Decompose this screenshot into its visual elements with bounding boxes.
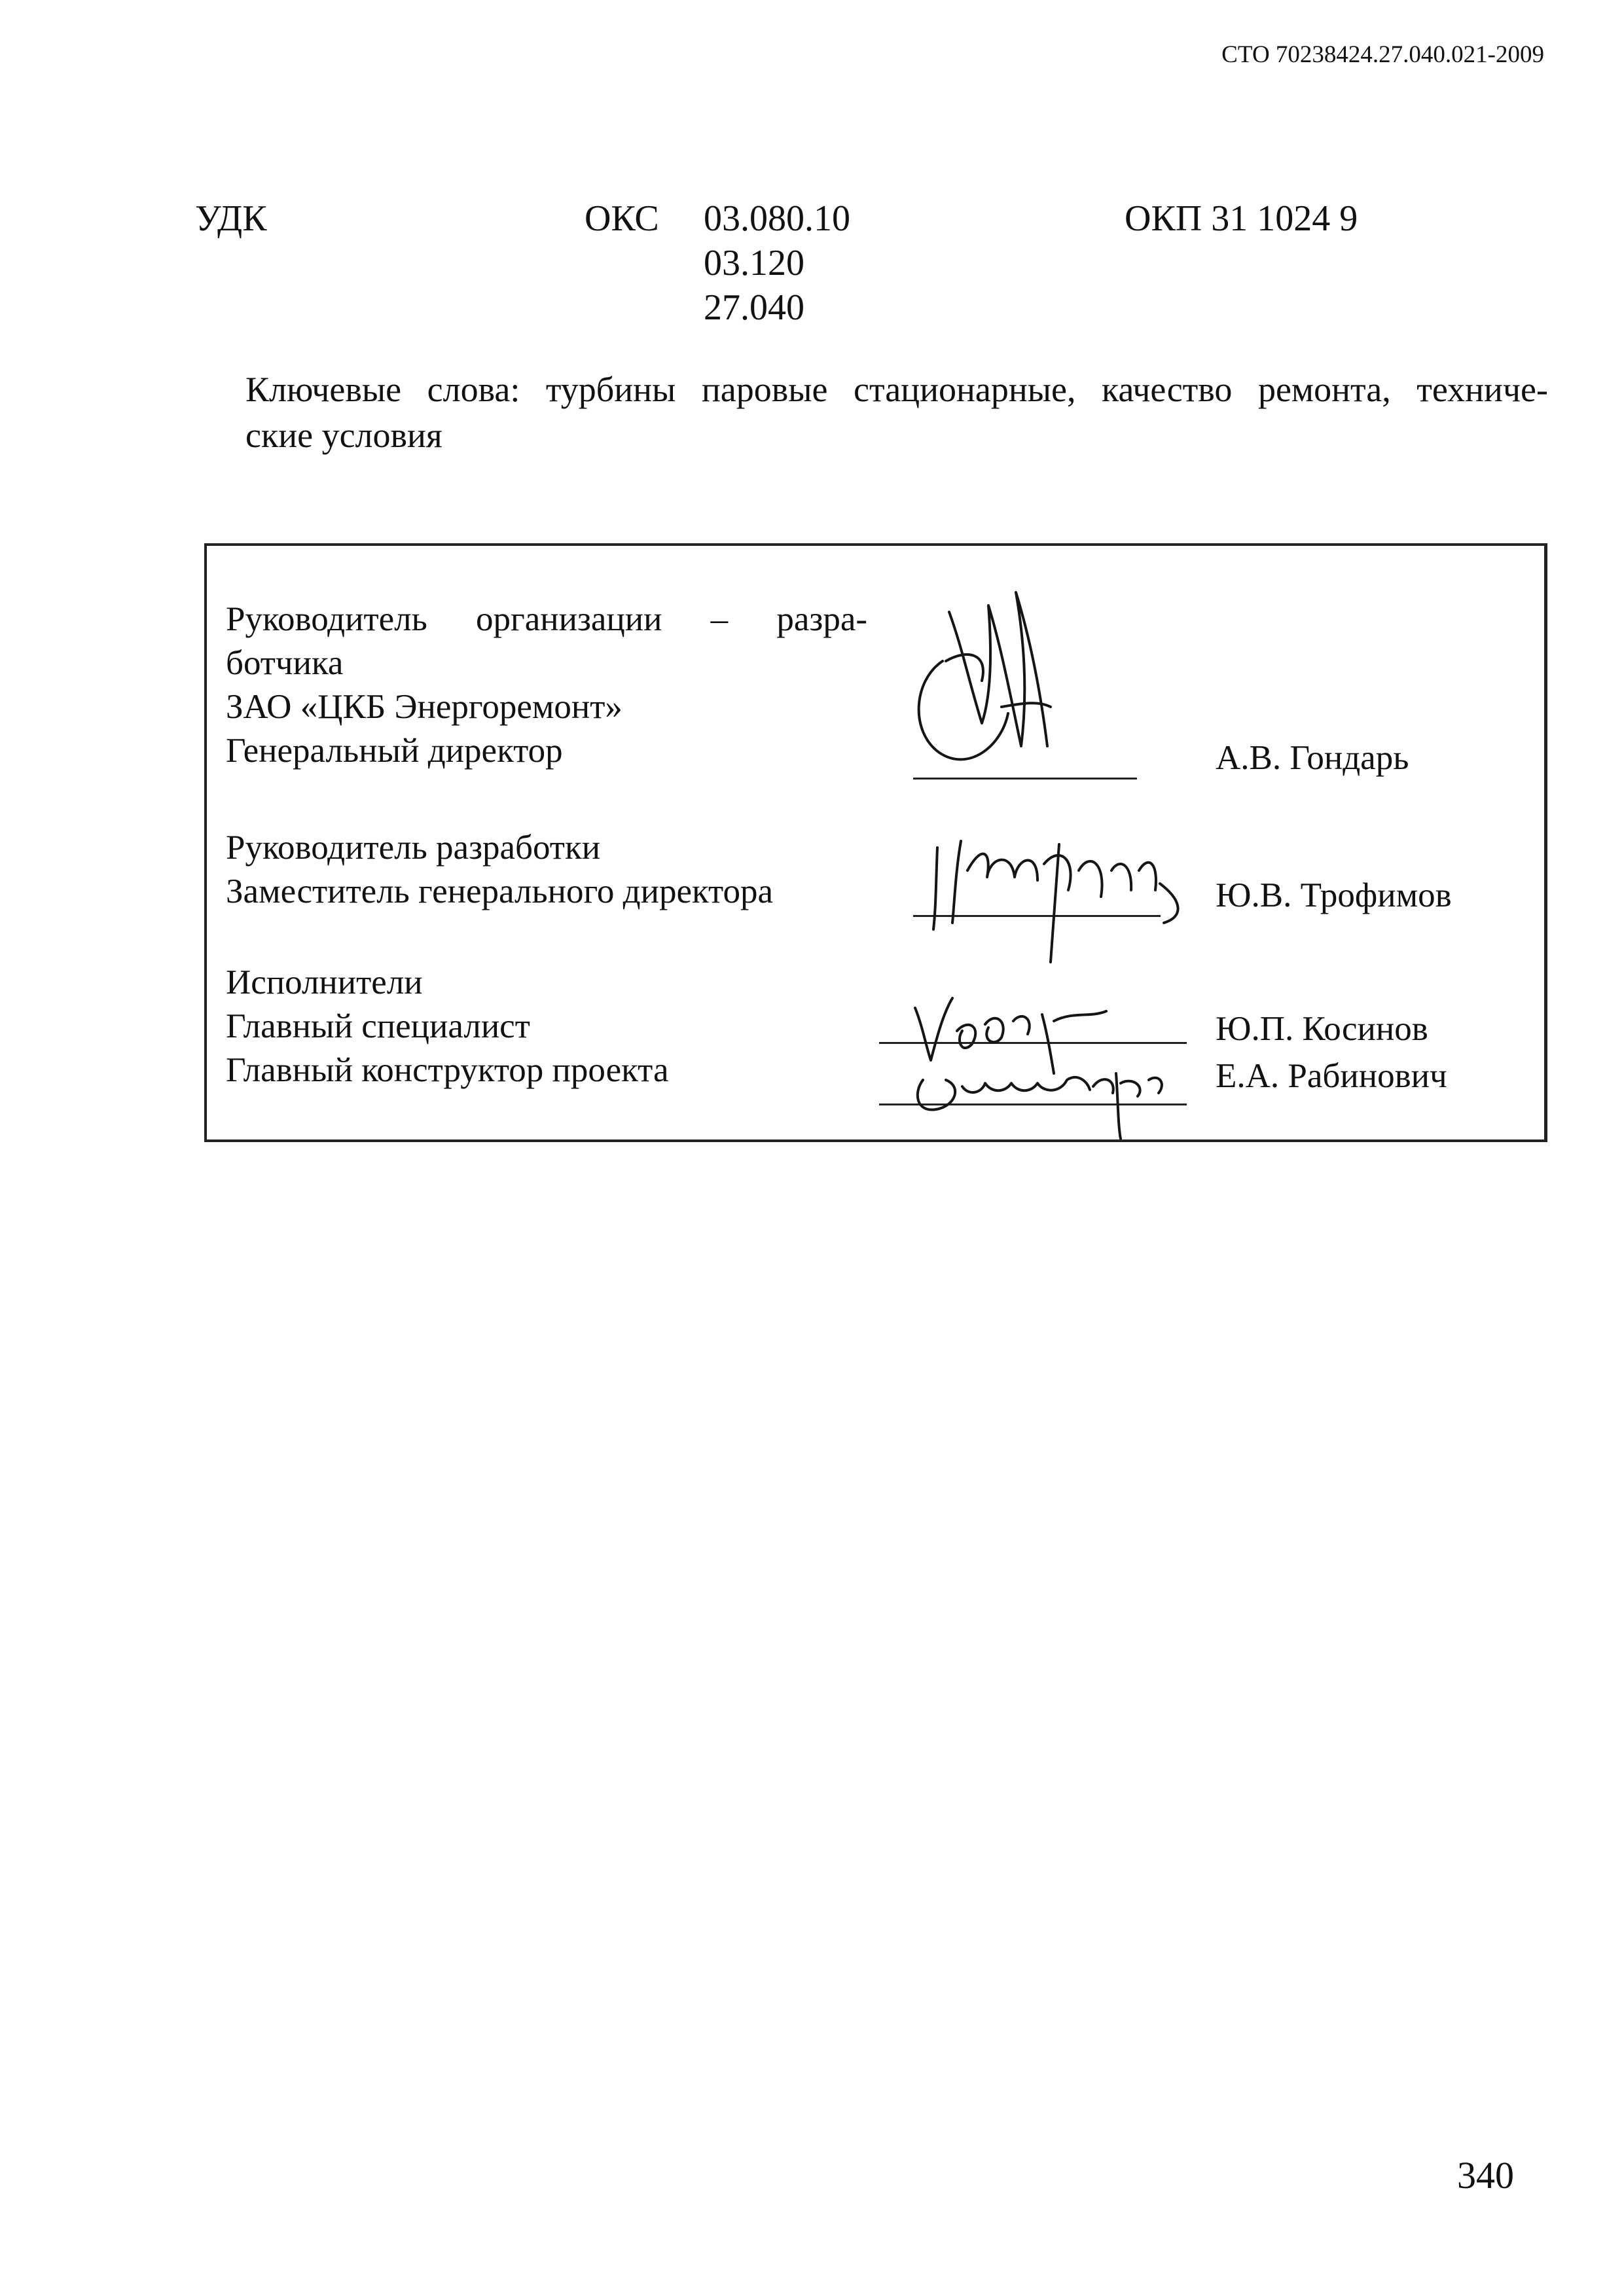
keywords-line-2: ские условия [245, 416, 442, 455]
role-line: Главный конструктор проекта [226, 1051, 669, 1089]
signer-name: А.В. Гондарь [1216, 739, 1409, 777]
executors-label: Исполнители [226, 963, 423, 1001]
signature-rabinovich [918, 1073, 1162, 1139]
signature-trofimov [933, 841, 1178, 962]
oks-code-2: 03.120 [704, 243, 804, 283]
keywords-line-1: Ключевые слова: турбины паровые стационарные, качество ремонта, техниче- [245, 370, 1548, 409]
oks-code-3: 27.040 [704, 287, 804, 328]
signer-name: Е.А. Рабинович [1216, 1057, 1447, 1095]
signer-name: Ю.П. Косинов [1216, 1010, 1428, 1048]
signature-gondar [919, 592, 1051, 759]
organization-name: ЗАО «ЦКБ Энергоремонт» [226, 688, 623, 726]
udk-label: УДК [195, 198, 267, 239]
oks-code-1: 03.080.10 [704, 198, 850, 239]
role-line: ботчика [226, 644, 344, 682]
role-line: Главный специалист [226, 1007, 530, 1045]
role-line: Генеральный директор [226, 732, 563, 770]
page-number: 340 [1457, 2154, 1514, 2197]
oks-label: ОКС [585, 198, 659, 239]
signature-kosinov [915, 998, 1106, 1073]
role-line: Руководитель организации – разра- [226, 600, 867, 638]
document-code: СТО 70238424.27.040.021-2009 [1221, 41, 1544, 68]
signer-name: Ю.В. Трофимов [1216, 876, 1452, 914]
role-line: Руководитель разработки [226, 829, 601, 867]
role-line: Заместитель генерального директора [226, 872, 774, 910]
okp-code: ОКП 31 1024 9 [1125, 198, 1358, 239]
